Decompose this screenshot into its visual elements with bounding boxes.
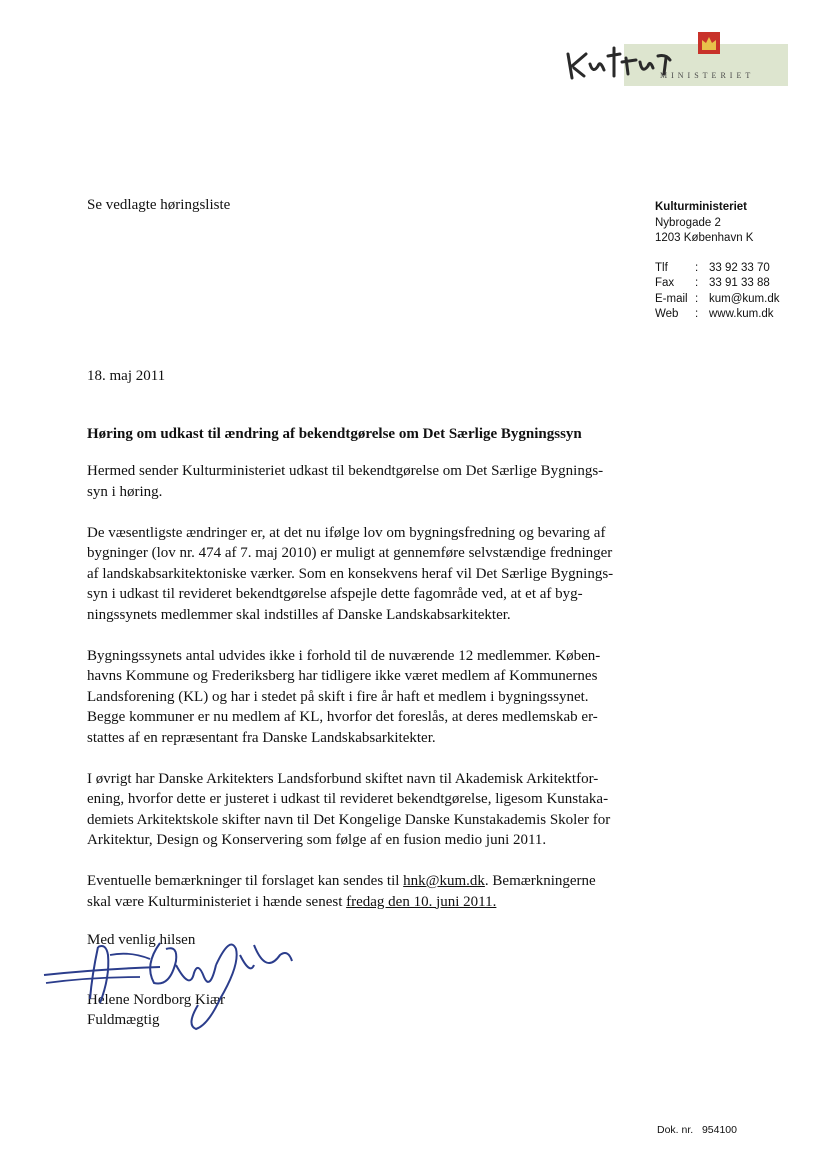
closing-greeting: Med venlig hilsen — [87, 932, 196, 948]
signer-name: Helene Nordborg Kiær — [87, 992, 226, 1008]
contact-value-web[interactable]: www.kum.dk — [709, 308, 774, 320]
sender-city: 1203 København K — [655, 232, 754, 244]
recipient-line: Se vedlagte høringsliste — [87, 197, 231, 213]
logo-subtitle: MINISTERIET — [660, 71, 755, 80]
letter-body — [87, 461, 647, 933]
contact-row-email: E-mail : kum@kum.dk — [655, 292, 779, 308]
ministry-logo — [560, 30, 790, 90]
contact-row-fax: Fax : 33 91 33 88 — [655, 276, 779, 292]
sender-address-block — [655, 200, 779, 323]
contact-list — [655, 261, 779, 323]
handwritten-signature — [40, 925, 300, 1035]
contact-value: 33 91 33 88 — [709, 277, 770, 289]
letter-subject: Høring om udkast til ændring af bekendtgørelse om Det Særlige Bygningssyn — [87, 426, 582, 442]
contact-value-email[interactable]: kum@kum.dk — [709, 292, 780, 305]
crown-box — [698, 32, 720, 54]
body-paragraph-1: Hermed sender Kulturministeriet udkast til bekendtgørelse om Det Særlige Bygnings- syn i høring. — [87, 463, 604, 500]
body-paragraph-5: Eventuelle bemærkninger til forslaget kan sendes til hnk@kum.dk. Bemærkningerne skal være Kulturministeriet i hænde senest fredag den 10. juni 2011. — [87, 873, 596, 910]
document-number: Dok. nr. 954100 — [657, 1124, 737, 1136]
body-paragraph-2: De væsentligste ændringer er, at det nu ifølge lov om bygningsfredning og bevaring af bygninger (lov nr. 474 af 7. maj 2010) er muligt at gennemføre selvstændige fredninger af landskabsarkitektoniske værker. Som en konsekvens heraf vil Det Særlige Bygnings- syn i udkast til revideret bekendtgørelse afspejle dette fagområde ved, at et af byg- ningssynets medlemmer skal indstilles af Danske Landskabsarkitekter. — [87, 524, 614, 623]
contact-label: E-mail — [655, 292, 688, 305]
deadline-date: fredag den 10. juni 2011. — [346, 893, 497, 910]
contact-label: Tlf — [655, 261, 668, 274]
sender-street: Nybrogade 2 — [655, 216, 721, 229]
signer-title: Fuldmægtig — [87, 1012, 160, 1028]
contact-value: 33 92 33 70 — [709, 261, 770, 274]
letter-date: 18. maj 2011 — [87, 368, 166, 384]
crown-icon — [698, 32, 720, 54]
contact-label: Fax — [655, 277, 675, 289]
body-paragraph-3: Bygningssynets antal udvides ikke i forhold til de nuværende 12 medlemmer. Køben- havns Kommune og Frederiksberg har tidligere ikke været medlem af Kommunernes Landsforening (KL) og har i stedet på skift i fire år haft et medlem i bygningssynet. Begge kommuner er nu medlem af KL, hvorfor det foreslås, at deres medlemskab er- stattes af en repræsentant fra Danske Landskabsarkitekter. — [87, 647, 601, 746]
contact-label: Web — [655, 308, 679, 320]
contact-row-web: Web : www.kum.dk — [655, 307, 779, 323]
body-paragraph-4: I øvrigt har Danske Arkitekters Landsforbund skiftet navn til Akademisk Arkitektfor- ening, hvorfor dette er justeret i udkast til revideret bekendtgørelse, ligesom Kunstaka- demiets Arkitektskole skifter navn til Det Kongelige Danske Kunstakademis Skoler for Arkitektur, Design og Konservering som følge af en fusion medio juni 2011. — [87, 770, 611, 848]
contact-row-phone: Tlf : 33 92 33 70 — [655, 261, 779, 277]
email-link[interactable]: hnk@kum.dk — [403, 873, 485, 889]
sender-organization: Kulturministeriet — [655, 201, 748, 213]
